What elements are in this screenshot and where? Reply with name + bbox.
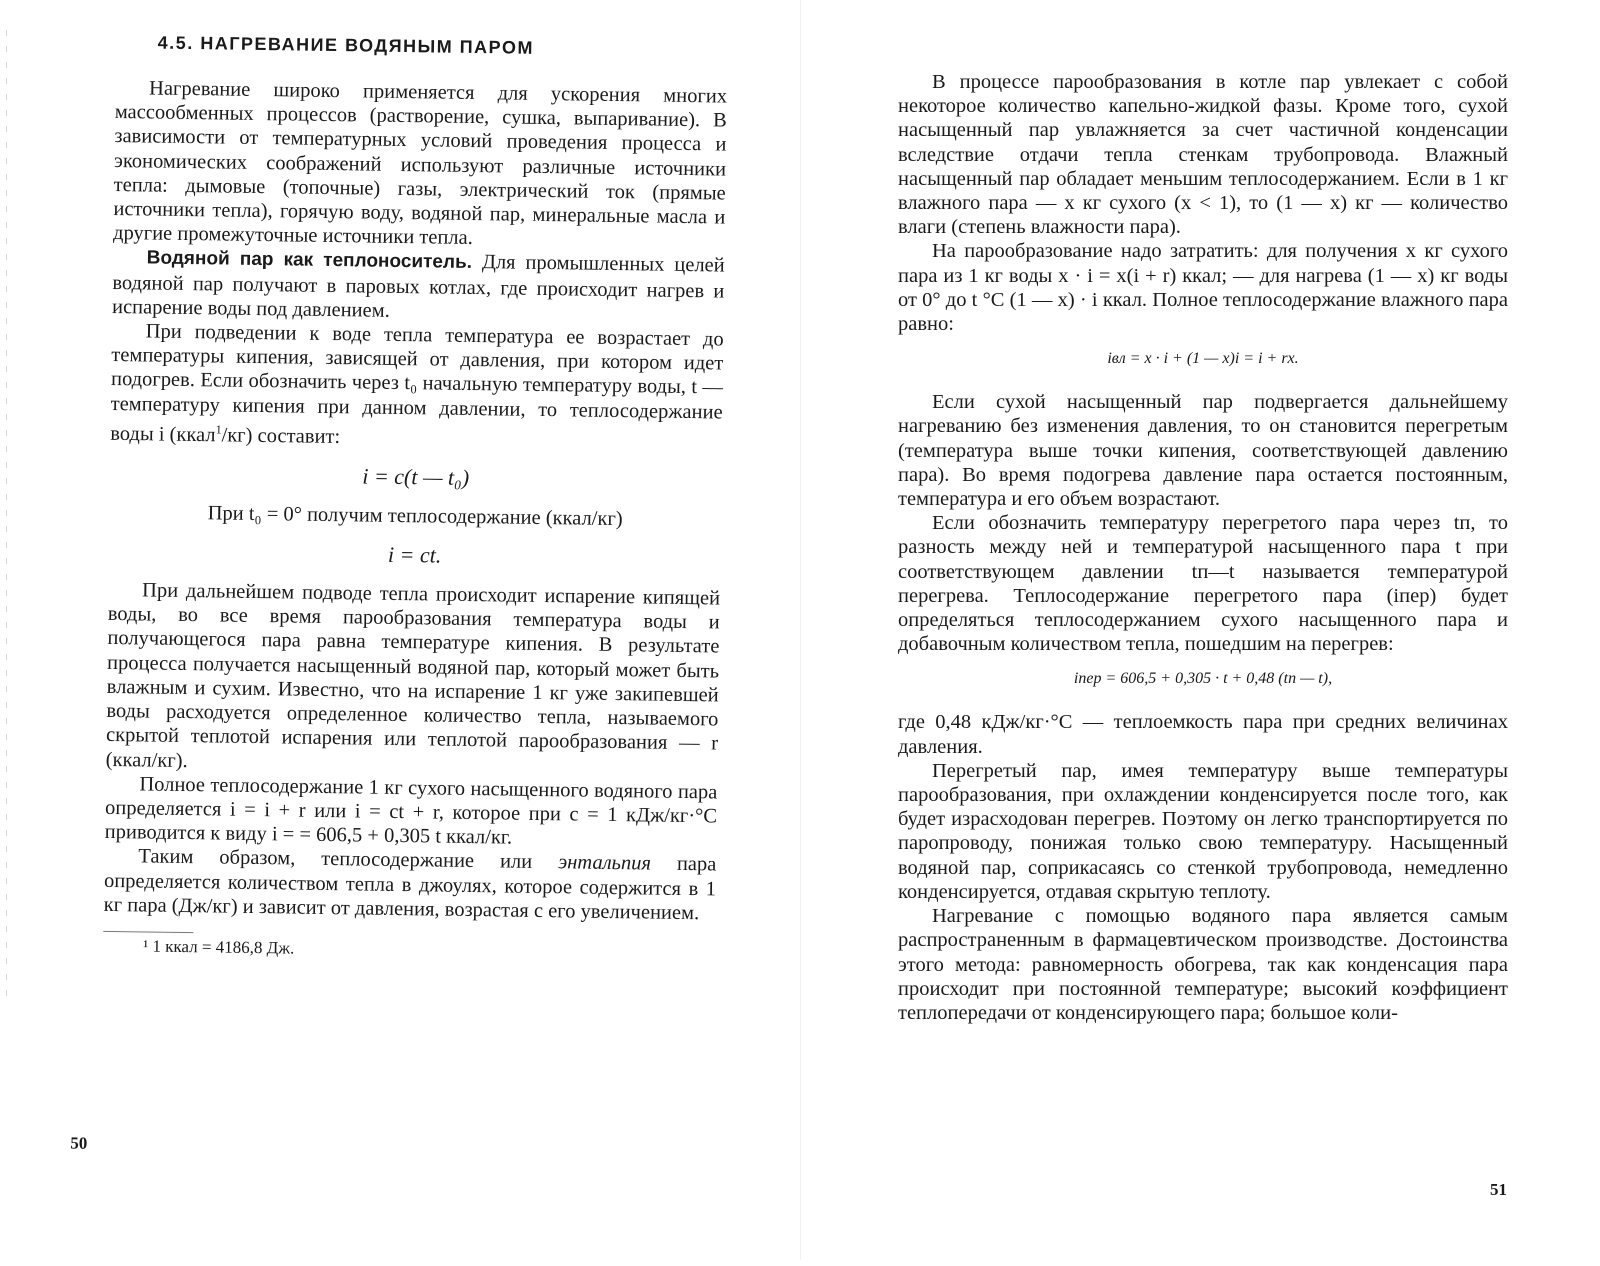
italic-term: энтальпия (558, 851, 652, 875)
footnote: ¹ 1 ккал = 4186,8 Дж. (143, 936, 295, 958)
run-in-heading: Водяной пар как теплоноситель. (146, 247, 473, 274)
right-page-body (898, 70, 1508, 1025)
section-title: 4.5. НАГРЕВАНИЕ ВОДЯНЫМ ПАРОМ (157, 32, 535, 58)
paragraph: При дальнейшем подводе тепла происходит испарение кипящей воды, во все время парообразования температура воды и получающегося пара равна температуре кипения. В результате процесса получается насыщенный водяной пар, который может быть влажным и сухим. Известно, что на испарение 1 кг уже закипевшей воды расходуется определенное количество тепла, называемого скрытой теплотой испарения или теплотой парообразования — r (ккал/кг). (105, 579, 721, 772)
paragraph: В процессе парообразования в котле пар увлекает с собой некоторое количество капельно-жидкой фазы. Кроме того, сухой насыщенный пар увлажняется за счет частичной конденсации вследствие отдачи тепла стенкам трубопровода. Влажный насыщенный пар обладает меньшим теплосодержанием. Если в 1 кг влажного пара — x кг сухого (x < 1), то (1 — x) кг — количество влаги (степень влажности пара). (898, 71, 1508, 239)
footnote-rule (103, 931, 193, 933)
paragraph-text: Таким образом, теплосодержание или (138, 845, 559, 874)
paragraph: Нагревание широко применяется для ускорения многих массообменных процессов (растворение, сушка, выпаривание). В зависимости от температурных условий проведения процесса и экономических соображений используют различные источники тепла: дымовые (топочные) газы, электрический ток (прямые источники тепла), горячую воду, водяной пар, минеральные масла и другие промежуточные источники тепла. (112, 77, 728, 250)
paragraph-text: При подведении к воде тепла температура ее возрастает до температуры кипения, зависящей от давления, при котором идет подогрев. Если обозначить через t₀ начальную температуру воды, t — температуру кипения при данном давлении, то теплосодержание воды i (ккал (110, 320, 724, 447)
paragraph: Полное теплосодержание 1 кг сухого насыщенного водяного пара определяется i = i + r или i = ct + r, которое при c = 1 кДж/кг·°С приводится к виду i = = 606,5 + 0,305 t ккал/кг. (104, 773, 718, 849)
paragraph-text: Для промышленных целей водяной пар получают в паровых котлах, где происходит нагрев и испарение воды под давлением. (111, 251, 725, 322)
footnote-mark: 1 (215, 422, 222, 437)
paragraph: Нагревание с помощью водяного пара является самым распространенным в фармацевтическом производстве. Достоинства этого метода: равномерность обогрева, так как конденсация пара происходит при постоянной температуре; высокий коэффициент теплопередачи от конденсирующего пара; большое коли- (898, 905, 1508, 1024)
paragraph (112, 245, 725, 327)
paragraph: На парообразование надо затратить: для получения x кг сухого пара из 1 кг воды x · i = x(i + r) ккал; — для нагрева (1 — x) кг воды от 0° до t °С (1 — x) · i ккал. Полное теплосодержание влажного пара равно: (898, 240, 1508, 336)
right-page (800, 0, 1600, 1260)
paragraph: Если обозначить температуру перегретого пара через tп, то разность между ней и температурой насыщенного пара t при соответствующем давлении tп—t называется температурой перегрева. Теплосодержание перегретого пара (iпер) будет определяться теплосодержанием сухого насыщенного пара и добавочным количеством тепла, пошедшим на перегрев: (898, 512, 1508, 656)
formula: iпер = 606,5 + 0,305 · t + 0,48 (tп — t), (1073, 670, 1333, 688)
left-page-body (103, 76, 727, 964)
paragraph: где 0,48 кДж/кг·°С — теплоемкость пара при средних величинах давления. (898, 711, 1508, 758)
formula: i = ct. (387, 541, 442, 568)
paragraph: Перегретый пар, имея температуру выше температуры парообразования, при охлаждении конденсируется после того, как будет израсходован перегрев. Поэтому он легко транспортируется по паропроводу, понижая только свою температуру. Насыщенный водяной пар, соприкасаясь со стенкой трубопровода, немедленно конденсируется, отдавая скрытую теплоту. (898, 759, 1508, 903)
formula: i = c(t — t₀) (362, 463, 470, 490)
page-number: 50 (70, 1133, 88, 1153)
paragraph: Если сухой насыщенный пар подвергается дальнейшему нагреванию без изменения давления, то он становится перегретым (температура выше точки кипения, соответствующей давлению пара). Во время подогрева давление пара остается постоянным, температура и его объем возрастают. (898, 391, 1508, 511)
paragraph-text: пара определяется количеством тепла в джоулях, которое содержится в 1 кг пара (Дж/кг) и зависит от давления, возрастая с его увеличением. (103, 852, 717, 924)
formula: iвл = x · i + (1 — x)i = i + rx. (1107, 350, 1299, 368)
page-number: 51 (1490, 1180, 1507, 1199)
paragraph-text: /кг) составит: (221, 424, 341, 448)
paragraph: При t₀ = 0° получим теплосодержание (ккал/кг) (207, 502, 623, 530)
paragraph (104, 844, 717, 925)
paragraph (110, 319, 724, 454)
